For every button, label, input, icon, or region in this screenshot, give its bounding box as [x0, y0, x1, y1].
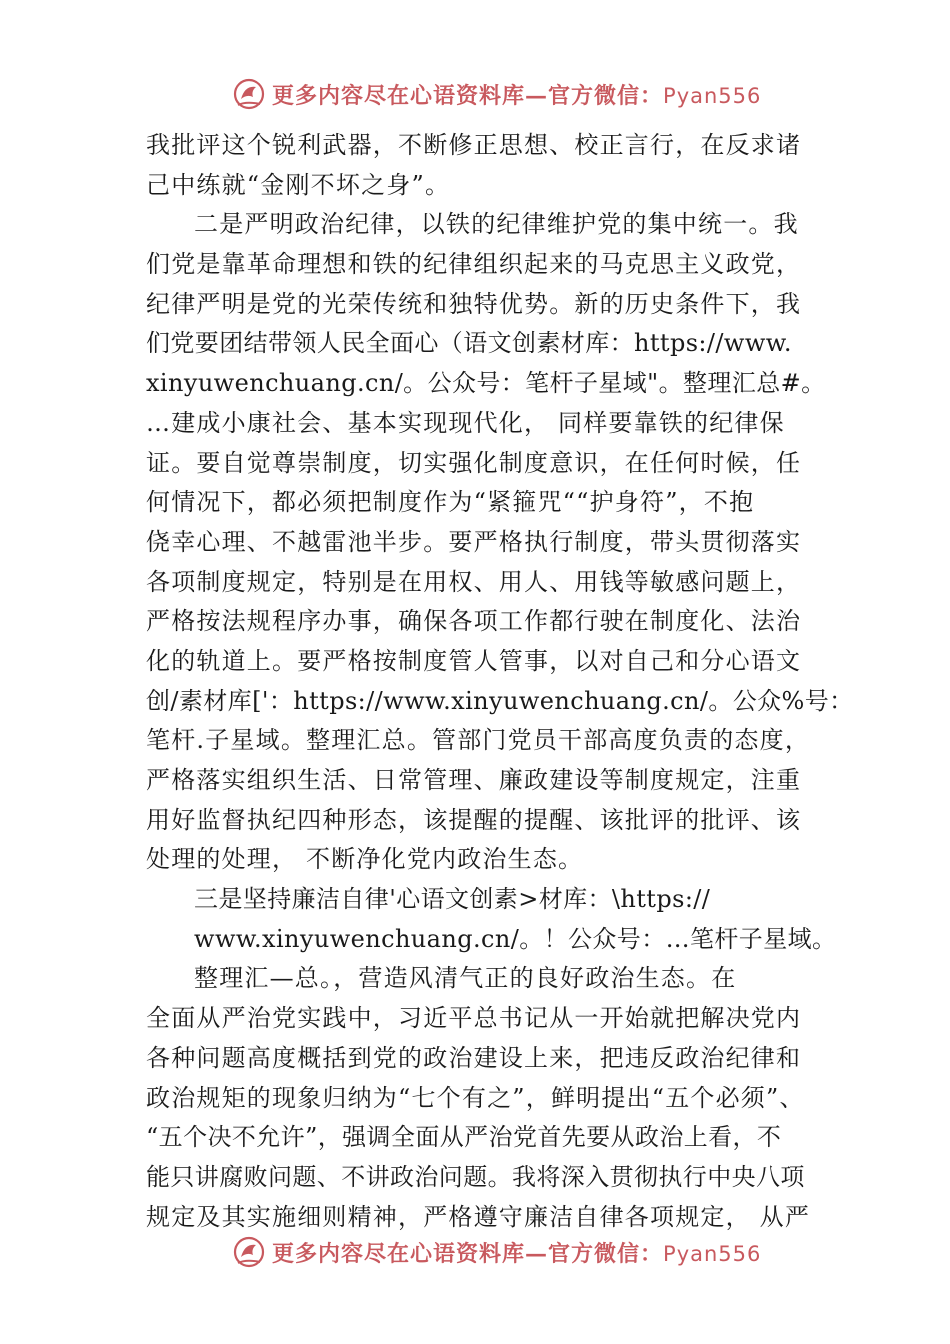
separator: —: [525, 82, 549, 109]
text-line: 化的轨道上。要严格按制度管人管事，以对自己和分心语文: [146, 646, 802, 675]
wechat-label: 官方微信：: [548, 82, 664, 109]
text-line: 政治规矩的现象归纳为“七个有之”，鲜明提出“五个必须”、: [146, 1083, 805, 1112]
text-line: 用好监督执纪四种形态，该提醒的提醒、该批评的批评、该: [146, 805, 802, 834]
text-line: 己中练就“金刚不坏之身”。: [146, 170, 451, 199]
text-line: www.xinyuwenchuang.cn/。！公众号：…笔杆子星域。: [194, 924, 837, 953]
text-line: 整理汇—总。，营造风清气正的良好政治生态。在: [194, 964, 737, 993]
text-line: 严格按法规程序办事，确保各项工作都行驶在制度化、法治: [146, 607, 802, 636]
text-line: 能只讲腐败问题、不讲政治问题。我将深入贯彻执行中央八项: [146, 1162, 805, 1191]
text-line: 二是严明政治纪律，以铁的纪律维护党的集中统一。我: [194, 210, 799, 239]
text-line: 纪律严明是党的光荣传统和独特优势。新的历史条件下，我: [146, 289, 802, 318]
brand-logo-icon: [232, 1235, 266, 1269]
separator: —: [525, 1240, 549, 1267]
brand-logo-icon: [232, 77, 266, 111]
text-line: xinyuwenchuang.cn/。公众号：笔杆子星域"。整理汇总#。: [146, 369, 826, 398]
brand-text: 更多内容尽在心语资料库: [272, 82, 526, 109]
document-body: [146, 126, 854, 1237]
text-line: 我批评这个锐利武器，不断修正思想、校正言行，在反求诸: [146, 131, 802, 159]
text-line: 证。要自觉尊崇制度，切实强化制度意识，在任何时候，任: [146, 448, 802, 477]
text-line: 们党是靠革命理想和铁的纪律组织起来的马克思主义政党，: [146, 250, 802, 279]
text-line: 严格落实组织生活、日常管理、廉政建设等制度规定，注重: [146, 766, 802, 794]
text-line: 侥幸心理、不越雷池半步。要严格执行制度，带头贯彻落实: [146, 527, 802, 556]
text-line: 全面从严治党实践中，习近平总书记从一开始就把解决党内: [146, 1004, 802, 1033]
text-line: “五个决不允许”，强调全面从严治党首先要从政治上看，不: [146, 1123, 782, 1152]
text-line: 处理的处理， 不断净化党内政治生态。: [146, 845, 584, 874]
wechat-id: Pyan556: [663, 1241, 762, 1266]
watermark-text: [272, 79, 761, 110]
text-line: 规定及其实施细则精神，严格遵守廉洁自律各项规定， 从严: [146, 1202, 811, 1231]
text-line: 各项制度规定，特别是在用权、用人、用钱等敏感问题上，: [146, 567, 802, 596]
text-line: …建成小康社会、基本实现现代化， 同样要靠铁的纪律保: [146, 408, 785, 437]
footer-watermark: [232, 1232, 762, 1272]
text-line: 们党要团结带领人民全面心（语文创素材库：https://www.: [146, 329, 792, 358]
watermark-text: [272, 1237, 761, 1268]
header-watermark: [232, 74, 762, 114]
text-line: 创/素材库['：https://www.xinyuwenchuang.cn/。公众%号：: [146, 686, 854, 715]
text-line: 三是坚持廉洁自律'心语文创素>材库：\https://: [194, 885, 711, 914]
wechat-id: Pyan556: [663, 83, 762, 108]
text-line: 笔杆.子星域。整理汇总。管部门党员干部高度负责的态度，: [146, 726, 811, 755]
wechat-label: 官方微信：: [548, 1240, 664, 1267]
text-line: 何情况下，都必须把制度作为“紧箍咒““护身符”，不抱: [146, 488, 755, 517]
brand-text: 更多内容尽在心语资料库: [272, 1240, 526, 1267]
text-line: 各种问题高度概括到党的政治建设上来，把违反政治纪律和: [146, 1043, 802, 1072]
